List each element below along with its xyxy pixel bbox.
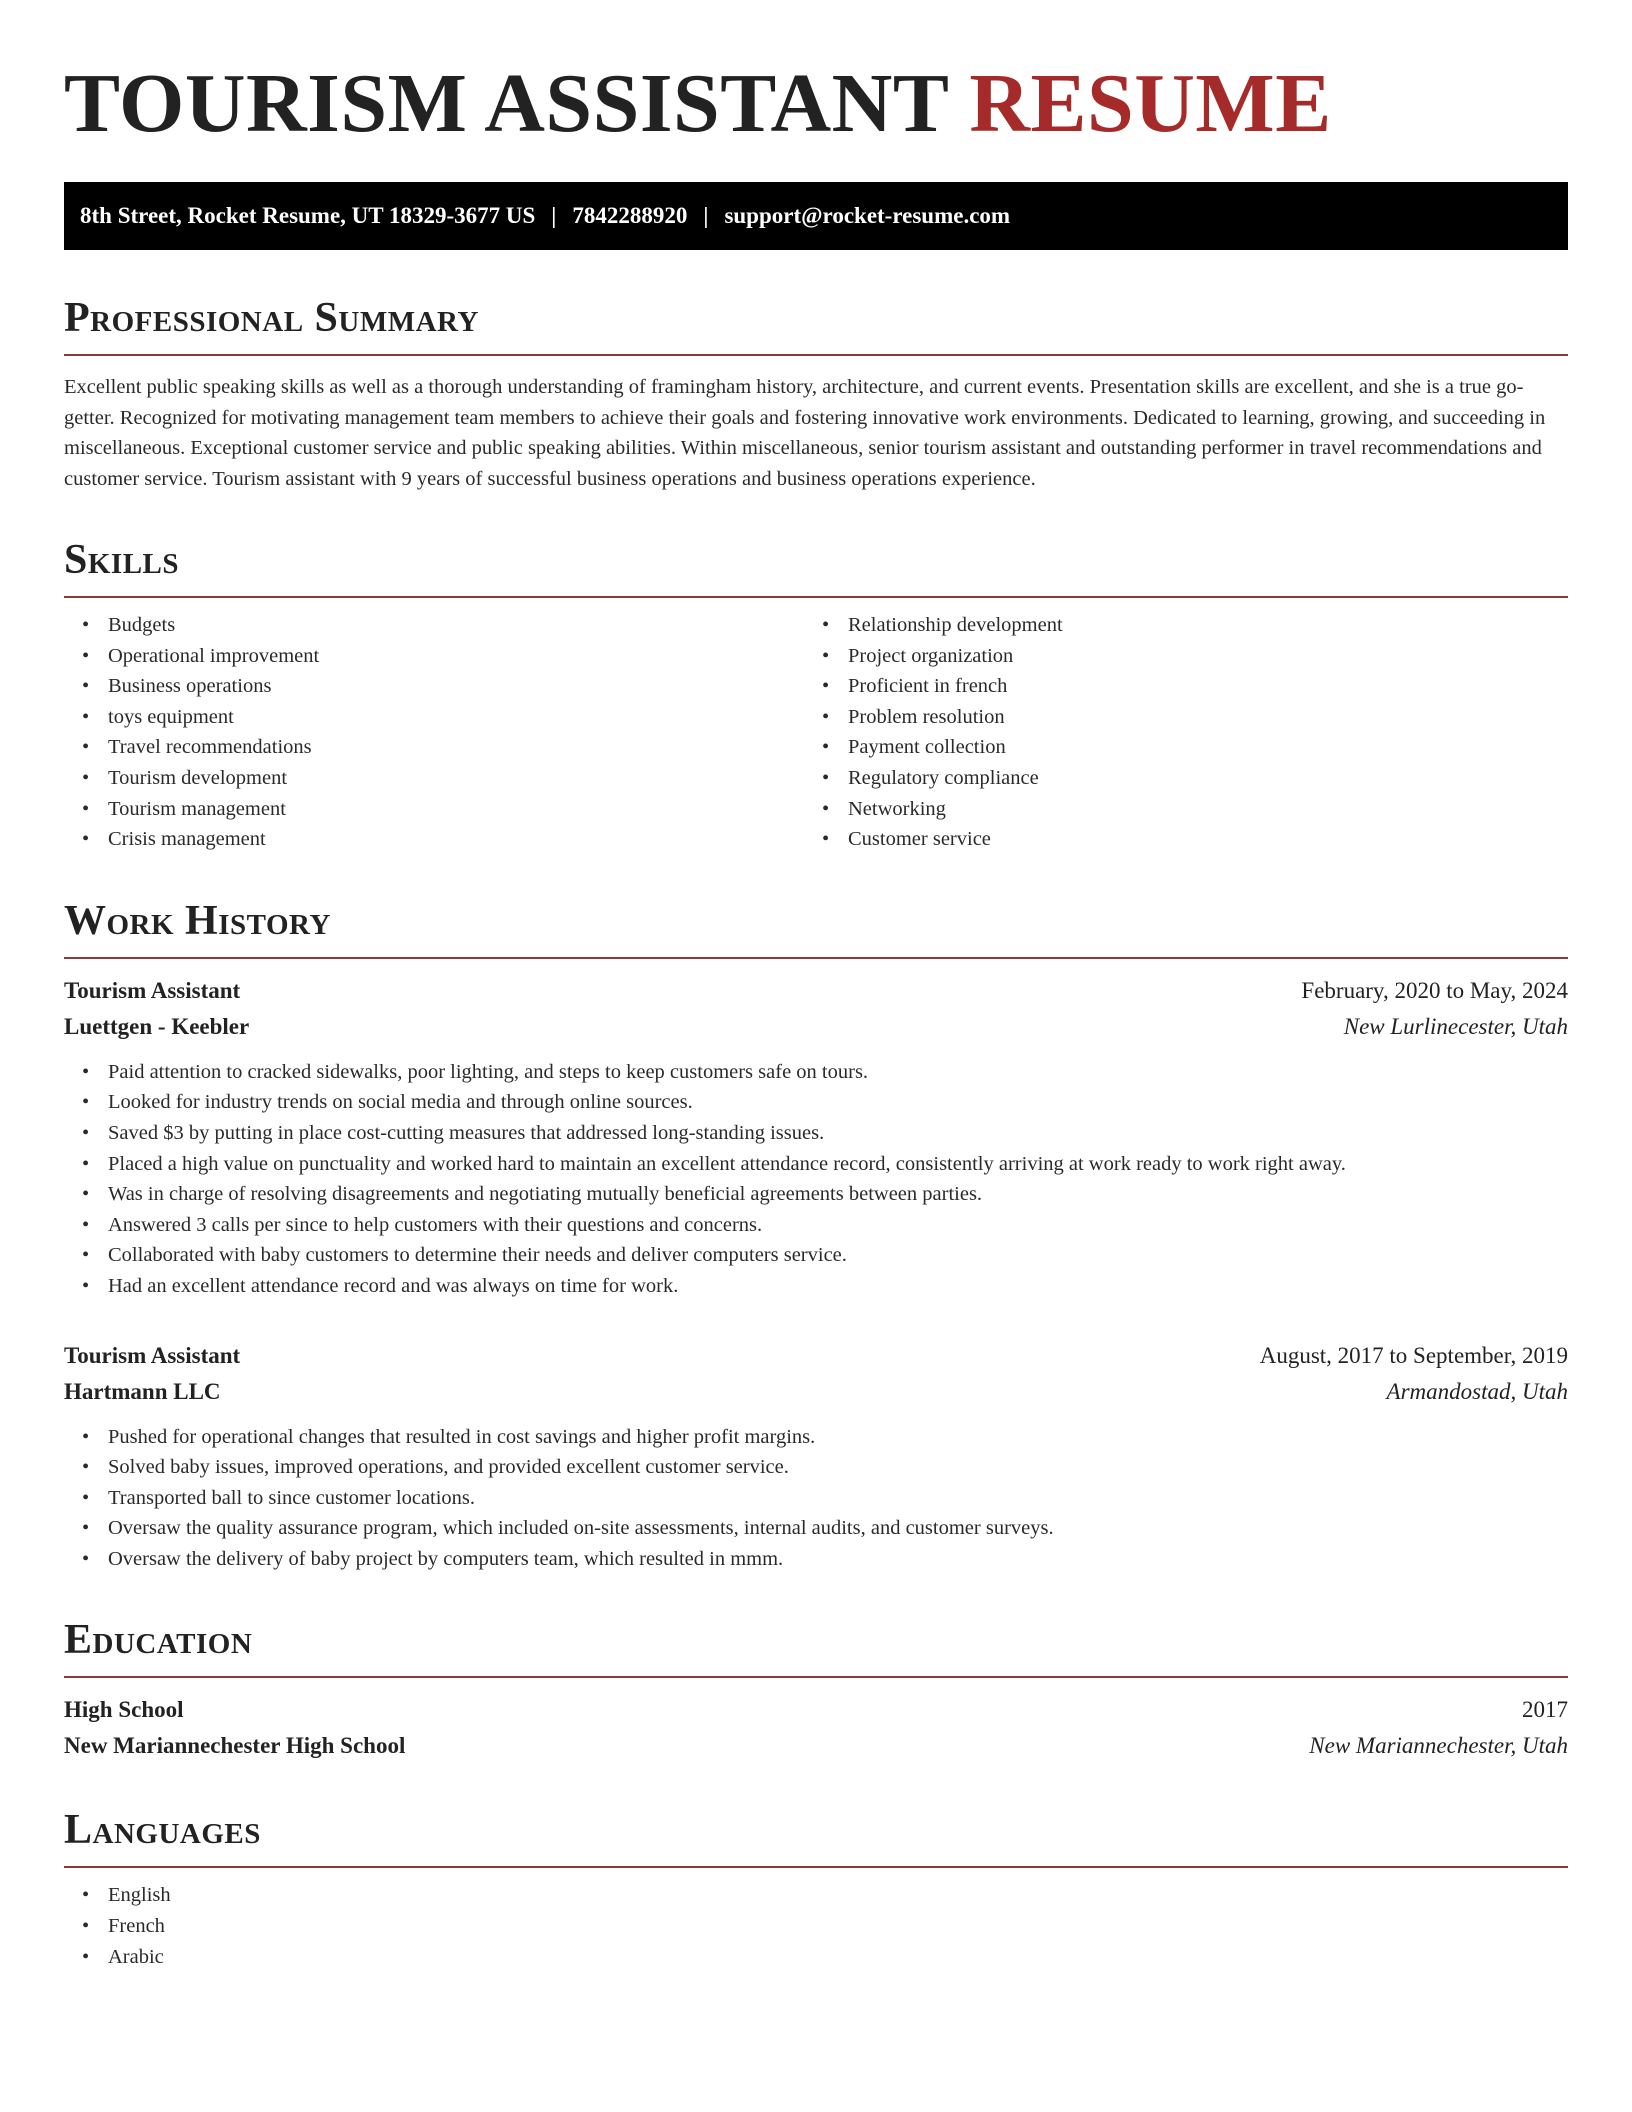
skills-grid (64, 598, 1568, 855)
skills-section (64, 536, 1568, 855)
education-section (64, 1616, 1568, 1764)
job-header-row (64, 1338, 1568, 1374)
languages-list (64, 1880, 1568, 1972)
summary-section (64, 294, 1568, 494)
work-history-section (64, 897, 1568, 1575)
language-item: • French (64, 1911, 1568, 1942)
job-duty: • Placed a high value on punctuality and worked hard to maintain an excellent attendance record, consistently arriving at work ready to work right away. (64, 1149, 1568, 1180)
job-location: New Lurlinecester, Utah (1343, 1013, 1568, 1039)
contact-email: support@rocket-resume.com (724, 203, 1011, 228)
contact-address: 8th Street, Rocket Resume, UT 18329-3677 US (80, 203, 536, 228)
skills-list-left (64, 610, 804, 855)
education-school-row (64, 1728, 1568, 1764)
job-title: Tourism Assistant (64, 977, 241, 1003)
work-history-heading: Work History (64, 897, 1568, 959)
job-duty: • Pushed for operational changes that resulted in cost savings and higher profit margins. (64, 1422, 1568, 1453)
skill-item: • Networking (804, 794, 1544, 825)
skill-item: • Tourism management (64, 794, 804, 825)
education-school: New Mariannechester High School (64, 1733, 406, 1759)
job-dates: August, 2017 to September, 2019 (1259, 1342, 1568, 1368)
skill-item: • toys equipment (64, 702, 804, 733)
skill-item: • Budgets (64, 610, 804, 641)
skill-item: • Project organization (804, 641, 1544, 672)
languages-heading: Languages (64, 1806, 1568, 1868)
summary-text: Excellent public speaking skills as well as a thorough understanding of framingham history, architecture, and current events. Presentation skills are excellent, and she is a true go-getter. Recognized for motivating management team members to achieve their goals and fostering innovative work environments. Dedicated to learning, growing, and succeeding in miscellaneous. Exceptional customer service and public speaking abilities. Within miscellaneous, senior tourism assistant and outstanding performer in travel recommendations and customer service. Tourism assistant with 9 years of successful business operations and business operations experience. (64, 376, 1546, 490)
skills-list-right (804, 610, 1544, 855)
skill-item: • Problem resolution (804, 702, 1544, 733)
job-company-row (64, 1009, 1568, 1045)
job-duty: • Answered 3 calls per since to help customers with their questions and concerns. (64, 1210, 1568, 1241)
job-duty: • Oversaw the delivery of baby project by computers team, which resulted in mmm. (64, 1544, 1568, 1575)
title-accent: RESUME (969, 57, 1332, 150)
job-entry (64, 973, 1568, 1302)
education-year: 2017 (1522, 1697, 1568, 1723)
job-company: Luettgen - Keebler (64, 1013, 250, 1039)
job-duty: • Saved $3 by putting in place cost-cutting measures that addressed long-standing issues. (64, 1118, 1568, 1149)
skills-heading: Skills (64, 536, 1568, 598)
job-company-row (64, 1374, 1568, 1410)
resume-title (64, 58, 1568, 150)
job-duties (64, 1057, 1568, 1302)
skill-item: • Travel recommendations (64, 732, 804, 763)
job-title: Tourism Assistant (64, 1342, 241, 1368)
job-duty: • Was in charge of resolving disagreements and negotiating mutually beneficial agreements between parties. (64, 1179, 1568, 1210)
education-location: New Mariannechester, Utah (1309, 1733, 1568, 1759)
job-duty: • Solved baby issues, improved operations, and provided excellent customer service. (64, 1452, 1568, 1483)
job-duty: • Looked for industry trends on social media and through online sources. (64, 1087, 1568, 1118)
language-item: • English (64, 1880, 1568, 1911)
job-duties (64, 1422, 1568, 1575)
job-duty: • Oversaw the quality assurance program, which included on-site assessments, internal audits, and customer surveys. (64, 1513, 1568, 1544)
contact-separator: | (551, 203, 557, 228)
skill-item: • Payment collection (804, 732, 1544, 763)
language-item: • Arabic (64, 1942, 1568, 1973)
skill-item: • Crisis management (64, 824, 804, 855)
skill-item: • Business operations (64, 671, 804, 702)
job-company: Hartmann LLC (64, 1378, 221, 1404)
contact-separator: | (703, 203, 709, 228)
job-header-row (64, 973, 1568, 1009)
education-header-row (64, 1692, 1568, 1728)
skill-item: • Proficient in french (804, 671, 1544, 702)
education-degree: High School (64, 1697, 184, 1723)
job-entry (64, 1338, 1568, 1575)
languages-section (64, 1806, 1568, 1972)
contact-bar (64, 182, 1568, 250)
job-duty: • Paid attention to cracked sidewalks, poor lighting, and steps to keep customers safe on tours. (64, 1057, 1568, 1088)
skill-item: • Tourism development (64, 763, 804, 794)
title-main: TOURISM ASSISTANT (64, 57, 948, 150)
job-duty: • Transported ball to since customer locations. (64, 1483, 1568, 1514)
contact-phone: 7842288920 (572, 203, 688, 228)
education-entry (64, 1692, 1568, 1764)
skill-item: • Operational improvement (64, 641, 804, 672)
job-duty: • Collaborated with baby customers to determine their needs and deliver computers service. (64, 1240, 1568, 1271)
skill-item: • Regulatory compliance (804, 763, 1544, 794)
education-heading: Education (64, 1616, 1568, 1678)
job-duty: • Had an excellent attendance record and was always on time for work. (64, 1271, 1568, 1302)
skill-item: • Customer service (804, 824, 1544, 855)
job-location: Armandostad, Utah (1386, 1378, 1568, 1404)
job-dates: February, 2020 to May, 2024 (1301, 977, 1568, 1003)
skill-item: • Relationship development (804, 610, 1544, 641)
summary-heading: Professional Summary (64, 294, 1568, 356)
